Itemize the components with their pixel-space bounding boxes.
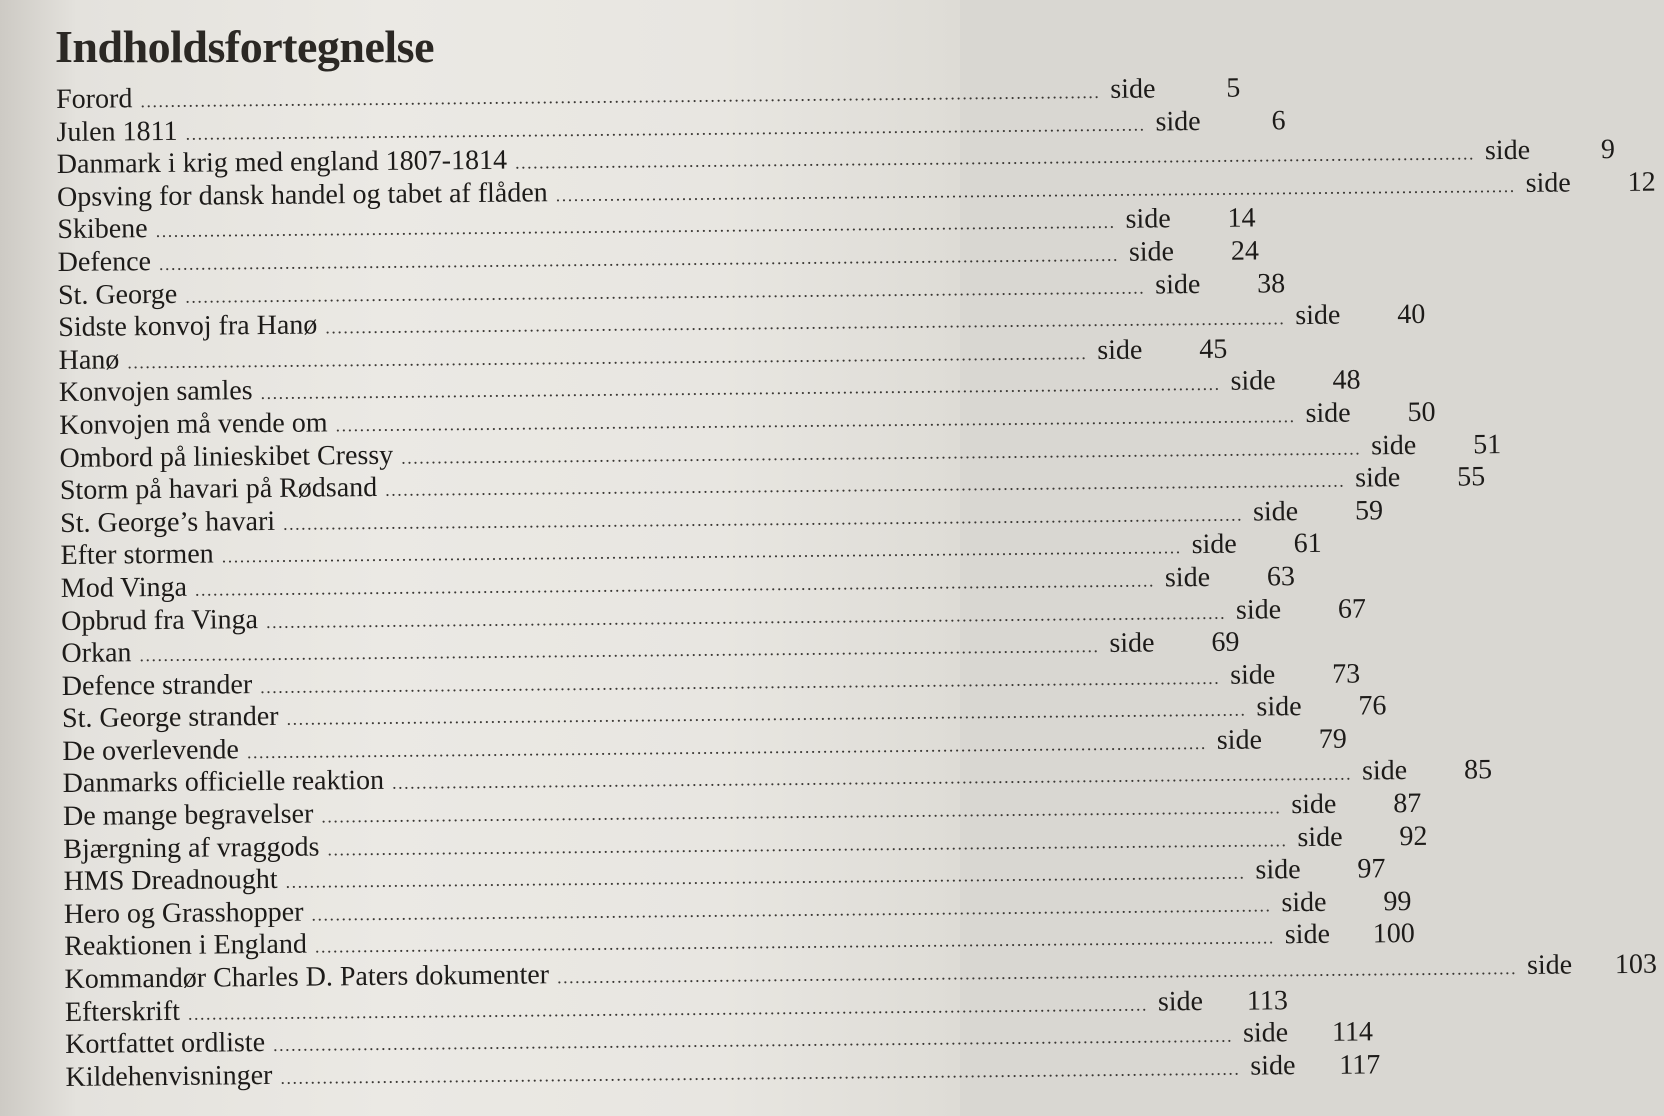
toc-page-number: 85 xyxy=(1463,754,1493,786)
dot-leader: ................................................................................................................................................................ xyxy=(314,927,1275,957)
toc-side-label: side xyxy=(1250,1049,1296,1082)
toc-side-label: side xyxy=(1354,462,1401,494)
toc-entry xyxy=(61,658,1361,704)
toc-page-number: 38 xyxy=(1257,267,1286,300)
toc-side-label: side xyxy=(1297,821,1343,853)
toc-entry xyxy=(58,364,1361,410)
toc-chapter-title: Efter stormen xyxy=(60,538,214,572)
dot-leader: ................................................................................................................................................................ xyxy=(194,570,1156,600)
toc-side-label: side xyxy=(1097,334,1143,366)
toc-page-number: 5 xyxy=(1226,72,1241,104)
dot-leader: ................................................................................................................................................................ xyxy=(321,797,1282,827)
toc-chapter-title: De overlevende xyxy=(62,734,240,767)
toc-chapter-title: Danmark i krig med england 1807-1814 xyxy=(56,144,508,181)
dot-leader: ................................................................................................................................................................ xyxy=(514,143,1476,173)
toc-chapter-title: Defence xyxy=(57,246,152,278)
toc-side-label: side xyxy=(1252,495,1299,528)
dot-leader: ................................................................................................................................................................ xyxy=(260,374,1221,404)
toc-side-label: side xyxy=(1255,854,1301,886)
toc-page-number: 51 xyxy=(1473,428,1502,460)
toc-page-number: 55 xyxy=(1456,461,1486,493)
toc-side-label: side xyxy=(1361,755,1408,787)
toc-side-label: side xyxy=(1128,236,1175,268)
toc-side-label: side xyxy=(1155,105,1201,138)
toc-entry xyxy=(62,723,1347,769)
toc-side-label: side xyxy=(1484,135,1531,167)
toc-entry xyxy=(59,396,1436,443)
toc-page-number: 50 xyxy=(1407,396,1436,428)
dot-leader: ................................................................................................................................................................ xyxy=(286,699,1247,730)
dot-leader: ................................................................................................................................................................ xyxy=(325,308,1286,338)
dot-leader: ................................................................................................................................................................ xyxy=(555,175,1516,205)
toc-entry xyxy=(65,1016,1374,1062)
dot-leader: ................................................................................................................................................................ xyxy=(280,1058,1241,1088)
toc-entry xyxy=(61,690,1387,736)
dot-leader: ................................................................................................................................................................ xyxy=(155,212,1116,242)
dot-leader: ................................................................................................................................................................ xyxy=(246,732,1207,763)
toc-chapter-title: St. George strander xyxy=(61,701,279,735)
dot-leader: ................................................................................................................................................................ xyxy=(127,342,1088,373)
toc-page-number: 69 xyxy=(1211,626,1240,659)
toc-side-label: side xyxy=(1526,949,1573,981)
toc-page-number: 12 xyxy=(1627,166,1656,198)
dot-leader: ................................................................................................................................................................ xyxy=(185,277,1146,307)
toc-chapter-title: Hero og Grasshopper xyxy=(63,896,304,930)
toc-page-number: 114 xyxy=(1331,1016,1374,1049)
toc-chapter-title: Kortfattet ordliste xyxy=(65,1027,266,1061)
toc-chapter-title: Forord xyxy=(56,83,133,115)
toc-page-number: 48 xyxy=(1332,364,1361,397)
toc-side-label: side xyxy=(1281,886,1327,919)
dot-leader: ................................................................................................................................................................ xyxy=(139,636,1100,666)
toc-page-number: 61 xyxy=(1293,528,1322,560)
toc-side-label: side xyxy=(1110,73,1156,105)
toc-page-number: 9 xyxy=(1600,134,1616,166)
dot-leader: ................................................................................................................................................................ xyxy=(311,895,1272,925)
toc-page-number: 99 xyxy=(1383,885,1412,918)
toc-chapter-title: Kildehenvisninger xyxy=(65,1059,273,1093)
toc-chapter-title: De mange begravelser xyxy=(62,798,314,833)
toc-entry xyxy=(56,134,1616,182)
toc-chapter-title: Konvojen må vende om xyxy=(59,407,328,441)
toc-side-label: side xyxy=(1305,397,1351,429)
toc-chapter-title: St. George’s havari xyxy=(60,505,276,539)
toc-side-label: side xyxy=(1295,299,1341,332)
toc-entry xyxy=(59,428,1502,475)
dot-leader: ................................................................................................................................................................ xyxy=(556,958,1518,988)
toc-entry xyxy=(64,918,1415,964)
toc-entry xyxy=(62,787,1422,834)
toc-chapter-title: Hanø xyxy=(58,344,120,376)
dot-leader: ................................................................................................................................................................ xyxy=(327,829,1288,860)
dot-leader: ................................................................................................................................................................ xyxy=(385,470,1346,500)
toc-page-number: 24 xyxy=(1230,235,1260,267)
dot-leader: ................................................................................................................................................................ xyxy=(187,994,1149,1024)
toc-chapter-title: St. George xyxy=(57,278,178,311)
toc-page-number: 67 xyxy=(1337,592,1367,625)
toc-side-label: side xyxy=(1371,429,1417,461)
toc-page-number: 97 xyxy=(1357,853,1386,885)
toc-chapter-title: Bjærgning af vraggods xyxy=(63,831,320,865)
toc-side-label: side xyxy=(1256,691,1302,723)
toc-side-label: side xyxy=(1155,268,1201,301)
toc-side-label: side xyxy=(1109,627,1155,660)
toc-page-number: 113 xyxy=(1246,984,1289,1017)
toc-page-number: 79 xyxy=(1318,723,1347,755)
toc-side-label: side xyxy=(1191,529,1237,561)
toc-chapter-title: Konvojen samles xyxy=(58,375,253,409)
toc-chapter-title: Orkan xyxy=(61,637,132,670)
toc-chapter-title: Efterskrift xyxy=(64,995,181,1028)
toc-side-label: side xyxy=(1242,1017,1289,1049)
toc-page-number: 92 xyxy=(1399,820,1428,852)
toc-chapter-title: Mod Vinga xyxy=(60,571,188,604)
toc-chapter-title: Ombord på linieskibet Cressy xyxy=(59,439,394,474)
toc-entry xyxy=(65,1049,1381,1095)
page-title: Indholdsfortegnelse xyxy=(55,21,434,72)
toc-page-number: 76 xyxy=(1358,690,1387,722)
toc-page-number: 14 xyxy=(1227,202,1256,235)
toc-entry xyxy=(63,820,1428,867)
toc-entry xyxy=(62,754,1493,801)
toc-side-label: side xyxy=(1230,659,1276,691)
toc-entry xyxy=(56,166,1656,215)
dot-leader: ................................................................................................................................................................ xyxy=(140,81,1101,112)
toc-chapter-title: Storm på havari på Rødsand xyxy=(59,472,378,507)
dot-leader: ................................................................................................................................................................ xyxy=(265,602,1227,632)
toc-chapter-title: Opsving for dansk handel og tabet af flåden xyxy=(56,177,548,213)
dot-leader: ................................................................................................................................................................ xyxy=(285,862,1246,893)
table-of-contents xyxy=(56,72,1658,1094)
toc-entry xyxy=(56,72,1241,117)
dot-leader: ................................................................................................................................................................ xyxy=(401,438,1362,468)
toc-entry xyxy=(60,495,1384,541)
toc-side-label: side xyxy=(1216,724,1263,756)
toc-page-number: 100 xyxy=(1372,918,1415,950)
toc-page-number: 59 xyxy=(1354,495,1384,527)
toc-page-number: 40 xyxy=(1397,299,1426,331)
toc-chapter-title: Skibene xyxy=(57,213,148,246)
toc-page-number: 87 xyxy=(1393,787,1422,820)
dot-leader: ................................................................................................................................................................ xyxy=(260,667,1221,697)
toc-side-label: side xyxy=(1157,985,1204,1018)
dot-leader: ................................................................................................................................................................ xyxy=(283,504,1244,534)
toc-side-label: side xyxy=(1291,788,1337,821)
toc-chapter-title: Defence strander xyxy=(61,668,253,702)
toc-entry xyxy=(60,561,1296,606)
toc-side-label: side xyxy=(1525,167,1571,199)
toc-chapter-title: Kommandør Charles D. Paters dokumenter xyxy=(64,959,550,995)
toc-chapter-title: Julen 1811 xyxy=(56,115,178,148)
toc-entry xyxy=(64,948,1658,997)
toc-entry xyxy=(58,299,1426,345)
toc-side-label: side xyxy=(1230,365,1276,398)
toc-page-number: 117 xyxy=(1339,1049,1381,1081)
toc-entry xyxy=(63,885,1412,932)
toc-entry xyxy=(60,528,1322,573)
toc-page-number: 45 xyxy=(1199,333,1228,365)
toc-chapter-title: Reaktionen i England xyxy=(64,929,308,963)
dot-leader: ................................................................................................................................................................ xyxy=(391,764,1353,794)
toc-chapter-title: Opbrud fra Vinga xyxy=(61,603,259,637)
toc-page-number: 73 xyxy=(1332,658,1361,690)
dot-leader: ................................................................................................................................................................ xyxy=(185,114,1146,144)
toc-chapter-title: Sidste konvoj fra Hanø xyxy=(58,309,318,344)
dot-leader: ................................................................................................................................................................ xyxy=(221,537,1182,567)
toc-side-label: side xyxy=(1284,919,1331,951)
toc-side-label: side xyxy=(1125,203,1171,236)
toc-page-number: 63 xyxy=(1266,561,1296,593)
dot-leader: ................................................................................................................................................................ xyxy=(335,406,1296,436)
toc-page-number: 103 xyxy=(1614,948,1658,981)
dot-leader: ................................................................................................................................................................ xyxy=(272,1025,1234,1056)
dot-leader: ................................................................................................................................................................ xyxy=(158,244,1120,274)
toc-entry xyxy=(63,853,1386,899)
toc-page-number: 6 xyxy=(1271,104,1286,136)
toc-chapter-title: Danmarks officielle reaktion xyxy=(62,765,385,800)
toc-entry xyxy=(59,461,1486,508)
toc-side-label: side xyxy=(1164,561,1211,594)
toc-chapter-title: HMS Dreadnought xyxy=(63,864,278,898)
toc-entry xyxy=(61,592,1367,638)
toc-side-label: side xyxy=(1235,593,1282,626)
